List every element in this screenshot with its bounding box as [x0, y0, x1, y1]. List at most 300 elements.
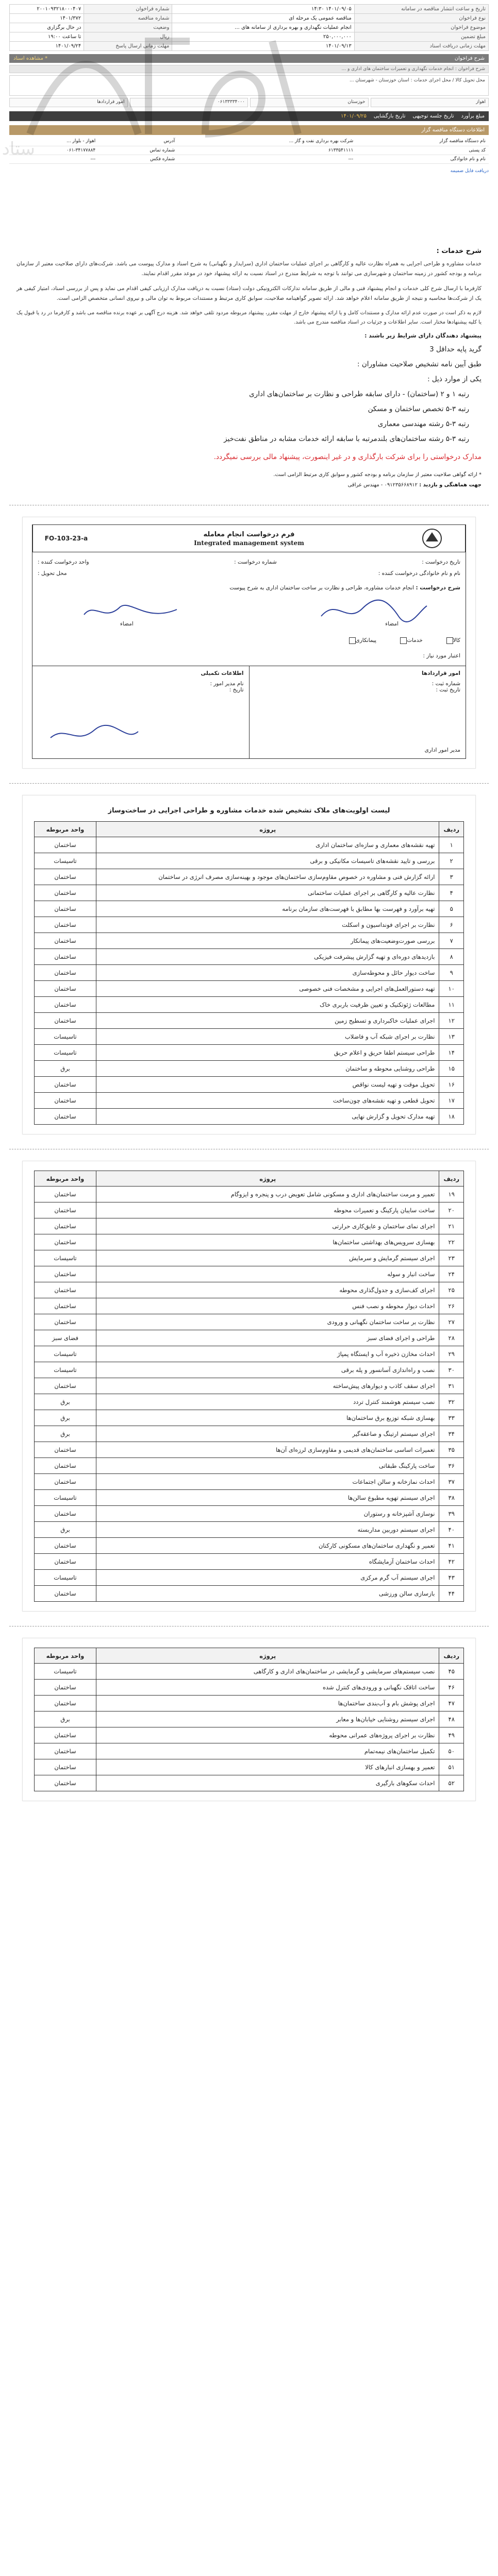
organization-value: اهواز - بلوار ... — [9, 137, 98, 146]
signature-label-1: امضاء — [385, 621, 399, 627]
responsible-unit: فضای سبز — [35, 1330, 96, 1346]
request-row-1 — [38, 556, 460, 568]
request-form-title: فرم درخواست انجام معامله — [203, 530, 295, 538]
responsible-unit: برق — [35, 1410, 96, 1426]
row-number: ۱۹ — [439, 1187, 464, 1202]
responsible-unit: ساختمان — [35, 1458, 96, 1474]
row-number: ۴ — [439, 885, 464, 901]
project-description: اجرای سیستم گرمایش و سرمایش — [96, 1250, 439, 1266]
project-description: نصب سیستم‌های سرمایشی و گرمایشی در ساختمان‌های اداری و کارگاهی — [96, 1664, 439, 1680]
project-description: مطالعات ژئوتکنیک و تعیین ظرفیت باربری خاک — [96, 997, 439, 1013]
form-row — [10, 42, 489, 51]
table-row — [35, 1538, 464, 1554]
signature-3-icon — [48, 722, 141, 748]
table-header-row — [35, 1648, 464, 1664]
table-row — [35, 869, 464, 885]
request-number-label: شماره درخواست : — [234, 559, 277, 565]
responsible-unit: ساختمان — [35, 869, 96, 885]
project-description: تعمیر و مرمت ساختمان‌های اداری و مسکونی شامل تعویض درب و پنجره و ایزوگام — [96, 1187, 439, 1202]
project-description: طراحی سیستم اطفا حریق و اعلام حریق — [96, 1045, 439, 1061]
project-table-2 — [34, 1171, 464, 1602]
responsible-unit: ساختمان — [35, 1187, 96, 1202]
table-row — [35, 1346, 464, 1362]
responsible-unit: ساختمان — [35, 1077, 96, 1093]
form-value[interactable]: تا ساعت ۱۹:۰۰ — [10, 32, 84, 42]
organization-value: شرکت بهره برداری نفت و گاز ... — [178, 137, 356, 146]
table-row — [35, 1394, 464, 1410]
form-value[interactable]: ۱۴۰۱/۳۷۲ — [10, 14, 84, 23]
project-description: تعمیر و بهسازی انبارهای کالا — [96, 1759, 439, 1775]
project-table-3 — [34, 1648, 464, 1791]
form-value[interactable]: ۱۴۰۱/۰۹/۲۴ — [10, 42, 84, 51]
project-description: نظارت بر اجرای فونداسیون و اسکلت — [96, 917, 439, 933]
row-number: ۳۴ — [439, 1426, 464, 1442]
table-row — [35, 1250, 464, 1266]
request-description-text: انجام خدمات مشاوره، طراحی و نظارت بر ساخت ساختمان اداری به شرح پیوست — [229, 585, 414, 591]
table-row — [35, 1759, 464, 1775]
table-row — [35, 981, 464, 997]
qualification-title: پیشنهاد دهندگان دارای شرایط زیر باشند : — [364, 332, 482, 339]
table-row — [35, 1109, 464, 1125]
form-value[interactable]: ۱۴۰۱/۰۹/۱۳ — [172, 42, 354, 51]
row-number: ۴۵ — [439, 1664, 464, 1680]
project-description: اجرای سقف کاذب و دیوارهای پیش‌ساخته — [96, 1378, 439, 1394]
project-description: اجرای نمای ساختمان و عایق‌کاری حرارتی — [96, 1218, 439, 1234]
approval-area — [32, 666, 466, 759]
responsible-unit: ساختمان — [35, 965, 96, 981]
table-row — [35, 1743, 464, 1759]
form-label: مبلغ تضمین — [354, 32, 488, 42]
project-description: احداث دیوار محوطه و نصب فنس — [96, 1298, 439, 1314]
table-row — [35, 1711, 464, 1727]
responsible-unit: تاسیسات — [35, 853, 96, 869]
organization-value: --- — [9, 155, 98, 163]
table-row — [35, 1458, 464, 1474]
responsible-unit: برق — [35, 1711, 96, 1727]
responsible-unit: ساختمان — [35, 1586, 96, 1602]
responsible-unit: ساختمان — [35, 1442, 96, 1458]
column-header: ردیف — [439, 1648, 464, 1664]
form-label: نوع فراخوان — [354, 14, 488, 23]
responsible-unit: تاسیسات — [35, 1362, 96, 1378]
row-number: ۳۹ — [439, 1506, 464, 1522]
project-description: تهیه مدارک تحویل و گزارش نهایی — [96, 1109, 439, 1125]
table-row — [35, 1522, 464, 1538]
form-value[interactable]: ۱۴۰۱/۰۹/۰۵ ۱۴:۳۰ — [172, 5, 354, 14]
table-row — [35, 933, 464, 949]
row-number: ۴۰ — [439, 1522, 464, 1538]
qualification-item: رتبه ۳-۵ تخصص ساختمان و مسکن — [368, 405, 469, 413]
responsible-unit: تاسیسات — [35, 1490, 96, 1506]
organization-label: نام و نام خانوادگی — [356, 155, 489, 163]
responsible-unit: ساختمان — [35, 1378, 96, 1394]
row-number: ۴۹ — [439, 1727, 464, 1743]
responsible-unit: ساختمان — [35, 1696, 96, 1711]
tender-form-section — [2, 0, 489, 242]
table-row — [35, 1775, 464, 1791]
responsible-unit: ساختمان — [35, 1759, 96, 1775]
column-header: واحد مربوطه — [35, 1648, 96, 1664]
form-row — [10, 32, 489, 42]
row-number: ۲۳ — [439, 1250, 464, 1266]
project-description: ساخت سایبان پارکینگ و تعمیرات محوطه — [96, 1202, 439, 1218]
table-row — [35, 1696, 464, 1711]
organization-label: نام دستگاه مناقصه گزار — [356, 137, 489, 146]
row-number: ۳۷ — [439, 1474, 464, 1490]
row-number: ۳۳ — [439, 1410, 464, 1426]
organization-row — [9, 146, 489, 155]
row-number: ۱۲ — [439, 1013, 464, 1029]
row-number: ۳۰ — [439, 1362, 464, 1378]
request-date-label: تاریخ درخواست : — [422, 559, 460, 565]
contracts-approval — [250, 666, 466, 758]
request-form-header — [32, 524, 466, 552]
project-description: اجرای سیستم ارتینگ و صاعقه‌گیر — [96, 1426, 439, 1442]
form-value[interactable]: مناقصه عمومی یک مرحله ای — [172, 14, 354, 23]
type-checkboxes — [38, 635, 460, 646]
description-strip: شرح فراخوان : انجام خدمات نگهداری و تعمیرات ساختمان های اداری و ... — [9, 65, 489, 73]
row-number: ۴۳ — [439, 1570, 464, 1586]
row-number: ۲۸ — [439, 1330, 464, 1346]
dates-bar-item: تاریخ بازگشایی — [373, 113, 406, 119]
row-number: ۹ — [439, 965, 464, 981]
row-number: ۱۱ — [439, 997, 464, 1013]
row-number: ۳۶ — [439, 1458, 464, 1474]
contact-cell: امور قراردادها — [9, 98, 128, 107]
checkbox-icon[interactable] — [446, 637, 453, 644]
table-row — [35, 1029, 464, 1045]
responsible-unit: تاسیسات — [35, 1029, 96, 1045]
table-row — [35, 917, 464, 933]
table-row — [35, 1442, 464, 1458]
responsible-unit: ساختمان — [35, 1202, 96, 1218]
form-label: وضعیت — [84, 23, 172, 32]
row-number: ۱۴ — [439, 1045, 464, 1061]
project-description: تهیه برآورد و فهرست بها مطابق با فهرست‌های سازمان برنامه — [96, 901, 439, 917]
project-description: اجرای عملیات خاکبرداری و تسطیح زمین — [96, 1013, 439, 1029]
table-row — [35, 1202, 464, 1218]
table-row — [35, 1490, 464, 1506]
row-number: ۲۲ — [439, 1234, 464, 1250]
row-number: ۲۴ — [439, 1266, 464, 1282]
table-row — [35, 1330, 464, 1346]
responsible-unit: ساختمان — [35, 1218, 96, 1234]
signature-1-icon — [316, 596, 429, 626]
row-number: ۶ — [439, 917, 464, 933]
row-number: ۲۵ — [439, 1282, 464, 1298]
column-header: واحد مربوطه — [35, 822, 96, 837]
project-description: اجرای سیستم آب گرم مرکزی — [96, 1570, 439, 1586]
request-description-label: شرح درخواست : — [416, 585, 460, 591]
form-label: موضوع فراخوان — [354, 23, 488, 32]
type-option-label: پیمانکاری — [355, 637, 377, 643]
checkbox-icon[interactable] — [400, 637, 407, 644]
project-description: تکمیل ساختمان‌های نیمه‌تمام — [96, 1743, 439, 1759]
row-number: ۳۱ — [439, 1378, 464, 1394]
approval-date-label: تاریخ : — [229, 687, 244, 693]
form-label: ریال — [84, 32, 172, 42]
project-description: اجرای سیستم تهویه مطبوع سالن‌ها — [96, 1490, 439, 1506]
type-option — [397, 635, 423, 646]
qualification-head: یکی از موارد ذیل : — [427, 375, 482, 383]
table-row — [35, 837, 464, 853]
row-number: ۴۱ — [439, 1538, 464, 1554]
project-description: نظارت بر اجرای شبکه آب و فاضلاب — [96, 1029, 439, 1045]
column-header: پروژه — [96, 822, 439, 837]
table-row — [35, 885, 464, 901]
project-description: تهیه دستورالعمل‌های اجرایی و مشخصات فنی خصوصی — [96, 981, 439, 997]
responsible-unit: تاسیسات — [35, 1045, 96, 1061]
type-option-label: کالا — [453, 637, 460, 643]
form-row — [10, 14, 489, 23]
responsible-unit: ساختمان — [35, 997, 96, 1013]
table-row — [35, 1410, 464, 1426]
type-option — [443, 635, 460, 646]
row-number: ۵۲ — [439, 1775, 464, 1791]
project-description: نصب سیستم هوشمند کنترل تردد — [96, 1394, 439, 1410]
type-option-label: خدمات — [407, 637, 423, 643]
row-number: ۳۸ — [439, 1490, 464, 1506]
table-row — [35, 1013, 464, 1029]
description-paragraph-1: خدمات مشاوره و طراحی اجرایی به همراه نظارت عالیه و کارگاهی بر اجرای عملیات ساختمان اداری (سرایدار و نگهبانی) به شرح اسناد و مدارک پیوست می باشد. شرکت‌های دارای صلاحیت معتبر از سازمان برنامه و بودجه کشور در زمینه ساختمان و شهرسازی می توانند با توجه به شرایط مندرج در اسناد نسبت به ارائه پیشنهاد خود در موعد مقرر اقدام نمایند. — [16, 261, 482, 277]
project-description: تعمیرات اساسی ساختمان‌های قدیمی و مقاوم‌سازی لرزه‌ای آن‌ها — [96, 1442, 439, 1458]
column-header: پروژه — [96, 1648, 439, 1664]
form-label: شماره فراخوان — [84, 5, 172, 14]
qualification-list — [16, 387, 482, 447]
row-number: ۲۷ — [439, 1314, 464, 1330]
form-label: تاریخ و ساعت انتشار مناقصه در سامانه — [354, 5, 488, 14]
delivery-location-field[interactable]: محل تحویل کالا / محل اجرای خدمات : استان خوزستان - شهرستان ... — [9, 75, 489, 96]
form-value[interactable]: در حال برگزاری — [10, 23, 84, 32]
download-attachment-link[interactable]: دریافت فایل ضمیمه — [450, 168, 489, 174]
responsible-unit: ساختمان — [35, 1013, 96, 1029]
project-description: تعمیر و نگهداری ساختمان‌های مسکونی کارکنان — [96, 1538, 439, 1554]
budget-label: اعتبار مورد نیاز : — [423, 653, 460, 659]
upload-warning: مدارک درخواستی را برای شرکت بارگذاری و در غیر اینصورت، پیشنهاد مالی بررسی نمیگردد. — [213, 453, 482, 461]
project-description: نظارت بر ساخت ساختمان نگهبانی و ورودی — [96, 1314, 439, 1330]
form-value[interactable]: انجام عملیات نگهداری و بهره برداری از سامانه های ... — [172, 23, 354, 32]
qualification-item: رتبه ۱ و ۲ (ساختمان) - دارای سابقه طراحی و نظارت بر ساختمان‌های اداری — [249, 390, 469, 398]
table-row — [35, 1727, 464, 1743]
responsible-unit: ساختمان — [35, 1775, 96, 1791]
project-description: اجرای کف‌سازی و جدول‌گذاری محوطه — [96, 1282, 439, 1298]
project-description: احداث نمازخانه و سالن اجتماعات — [96, 1474, 439, 1490]
organization-value: --- — [178, 155, 356, 163]
responsible-unit: ساختمان — [35, 981, 96, 997]
description-title: شرح خدمات : — [436, 247, 482, 255]
section-bar — [9, 54, 489, 63]
project-description: نصب و راه‌اندازی آسانسور و پله برقی — [96, 1362, 439, 1378]
table-row — [35, 1474, 464, 1490]
project-description: بررسی صورت‌وضعیت‌های پیمانکار — [96, 933, 439, 949]
row-number: ۵۰ — [439, 1743, 464, 1759]
row-number: ۱۶ — [439, 1077, 464, 1093]
request-form-scan — [22, 517, 476, 769]
dates-bar-item: تاریخ جلسه توجیهی — [412, 113, 454, 119]
row-number: ۳ — [439, 869, 464, 885]
page-divider — [9, 783, 489, 784]
form-row — [10, 23, 489, 32]
project-description: بررسی و تایید نقشه‌های تاسیسات مکانیکی و برقی — [96, 853, 439, 869]
column-header: پروژه — [96, 1171, 439, 1187]
project-description: ساخت اتاقک نگهبانی و ورودی‌های کنترل شده — [96, 1680, 439, 1696]
checkbox-icon[interactable] — [349, 637, 356, 644]
request-fields — [32, 552, 466, 666]
column-header: ردیف — [439, 1171, 464, 1187]
table-row — [35, 1570, 464, 1586]
responsible-unit: برق — [35, 1522, 96, 1538]
table-row — [35, 1554, 464, 1570]
delivery-place-label: محل تحویل : — [38, 570, 67, 577]
organization-header: اطلاعات دستگاه مناقصه گزار — [9, 125, 489, 135]
table-row — [35, 1218, 464, 1234]
table-row — [35, 1298, 464, 1314]
responsible-unit: ساختمان — [35, 1282, 96, 1298]
table-row — [35, 1045, 464, 1061]
contact-cell: اهواز — [371, 98, 489, 107]
row-number: ۴۶ — [439, 1680, 464, 1696]
project-description: احداث ساختمان آزمایشگاه — [96, 1554, 439, 1570]
form-row — [10, 5, 489, 14]
requesting-unit-label: واحد درخواست کننده : — [38, 559, 89, 565]
table-row — [35, 1664, 464, 1680]
project-list-page-2 — [22, 1161, 476, 1612]
project-description: اجرای سیستم دوربین مداربسته — [96, 1522, 439, 1538]
form-label: مهلت زمانی ارسال پاسخ — [84, 42, 172, 51]
project-table-1 — [34, 821, 464, 1125]
row-number: ۷ — [439, 933, 464, 949]
row-number: ۲ — [439, 853, 464, 869]
additional-info-title: اطلاعات تکمیلی — [201, 670, 244, 676]
responsible-unit: ساختمان — [35, 901, 96, 917]
organization-label: آدرس — [98, 137, 178, 146]
table-row — [35, 1426, 464, 1442]
row-number: ۴۷ — [439, 1696, 464, 1711]
footer-note-1: * ارائه گواهی صلاحیت معتبر از سازمان برنامه و بودجه کشور و سوابق کاری مرتبط الزامی است. — [273, 472, 482, 478]
table-row — [35, 997, 464, 1013]
project-description: بهسازی شبکه توزیع برق ساختمان‌ها — [96, 1410, 439, 1426]
dates-bar — [9, 111, 489, 121]
responsible-unit: ساختمان — [35, 1298, 96, 1314]
responsible-unit: برق — [35, 1061, 96, 1077]
request-form-subtitle: Integrated management system — [194, 539, 304, 547]
responsible-unit: ساختمان — [35, 1743, 96, 1759]
project-description: طراحی روشنایی محوطه و ساختمان — [96, 1061, 439, 1077]
table-row — [35, 949, 464, 965]
table-row — [35, 1378, 464, 1394]
tender-info-table — [9, 4, 489, 51]
row-number: ۵۱ — [439, 1759, 464, 1775]
row-number: ۳۵ — [439, 1442, 464, 1458]
table-row — [35, 1586, 464, 1602]
description-section — [9, 242, 489, 490]
row-number: ۱۰ — [439, 981, 464, 997]
responsible-unit: برق — [35, 1394, 96, 1410]
opening-date: ۱۴۰۱/۰۹/۲۵ — [341, 113, 367, 119]
responsible-unit: ساختمان — [35, 1554, 96, 1570]
contracts-title: امور قراردادها — [421, 670, 460, 676]
row-number: ۴۸ — [439, 1711, 464, 1727]
row-number: ۲۰ — [439, 1202, 464, 1218]
table-row — [35, 1282, 464, 1298]
responsible-unit: ساختمان — [35, 949, 96, 965]
row-number: ۲۹ — [439, 1346, 464, 1362]
organization-row — [9, 155, 489, 163]
organization-table — [9, 137, 489, 164]
signature-area — [38, 594, 460, 630]
project-description: تهیه نقشه‌های معماری و سازه‌ای ساختمان اداری — [96, 837, 439, 853]
project-description: احداث سکوهای بارگیری — [96, 1775, 439, 1791]
table-row — [35, 1234, 464, 1250]
company-logo-icon — [399, 525, 466, 552]
row-number: ۲۶ — [439, 1298, 464, 1314]
responsible-unit: ساختمان — [35, 1314, 96, 1330]
table-header-row — [35, 1171, 464, 1187]
table-row — [35, 1680, 464, 1696]
project-description: ساخت پارکینگ طبقاتی — [96, 1458, 439, 1474]
responsible-unit: ساختمان — [35, 1727, 96, 1743]
contact-cell: خوزستان — [250, 98, 369, 107]
project-description: اجرای سیستم روشنایی خیابان‌ها و معابر — [96, 1711, 439, 1727]
contact-label: جهت هماهنگی و بازدید : — [419, 482, 482, 488]
table-row — [35, 1187, 464, 1202]
project-description: نظارت بر اجرای پروژه‌های عمرانی محوطه — [96, 1727, 439, 1743]
row-number: ۴۲ — [439, 1554, 464, 1570]
responsible-unit: ساختمان — [35, 1506, 96, 1522]
qualification-item: رتبه ۳-۵ رشته مهندسی معماری — [377, 420, 469, 428]
table-row — [35, 853, 464, 869]
project-description: بهسازی سرویس‌های بهداشتی ساختمان‌ها — [96, 1234, 439, 1250]
row-number: ۳۲ — [439, 1394, 464, 1410]
project-list-page-1 — [22, 795, 476, 1134]
project-description: نظارت عالیه و کارگاهی بر اجرای عملیات ساختمانی — [96, 885, 439, 901]
row-number: ۱۵ — [439, 1061, 464, 1077]
responsible-unit: ساختمان — [35, 1093, 96, 1109]
organization-label: کد پستی — [356, 146, 489, 155]
requester-name-label: نام و نام خانوادگی درخواست کننده : — [378, 570, 460, 577]
form-label: شماره مناقصه — [84, 14, 172, 23]
row-number: ۱۳ — [439, 1029, 464, 1045]
type-option — [346, 635, 377, 646]
responsible-unit: ساختمان — [35, 1234, 96, 1250]
form-code: FO-103-23-a — [32, 525, 99, 552]
table-row — [35, 1266, 464, 1282]
organization-label: شماره تماس — [98, 146, 178, 155]
form-value[interactable]: ۲۰۰۱۰۹۳۲۱۸۰۰۰۴۰۷ — [10, 5, 84, 14]
project-description: ساخت انبار و سوله — [96, 1266, 439, 1282]
project-description: طراحی و اجرای فضای سبز — [96, 1330, 439, 1346]
project-description: بازسازی سالن ورزشی — [96, 1586, 439, 1602]
description-paragraph-3: لازم به ذکر است در صورت عدم ارائه مدارک و مستندات کامل و یا ارائه پیشنهاد خارج از مهلت مقرر، پیشنهاد مربوطه مردود تلقی خواهد شد. هزینه درج آگهی بر عهده برنده مناقصه می باشد و کارفرما در رد یا قبول یک یا کلیه پیشنهادها مختار است. سایر اطلاعات و جزئیات در اسناد مناقصه مندرج می باشد. — [16, 310, 482, 325]
contact-cell: ۰۶۱۳۳۳۳۴۰۰۰ — [130, 98, 248, 107]
project-description: نوسازی آشپزخانه و رستوران — [96, 1506, 439, 1522]
responsible-unit: ساختمان — [35, 917, 96, 933]
responsible-unit: تاسیسات — [35, 1570, 96, 1586]
responsible-unit: ساختمان — [35, 933, 96, 949]
signature-label-2: امضاء — [120, 621, 134, 627]
view-documents-link[interactable]: * مشاهده اسناد — [13, 56, 48, 61]
project-description: تحویل موقت و تهیه لیست نواقص — [96, 1077, 439, 1093]
responsible-unit: ساختمان — [35, 1680, 96, 1696]
dates-bar-item: مبلغ برآورد — [461, 113, 485, 119]
description-paragraph-2: کارفرما با ارسال شرح کلی خدمات و انجام پیشنهاد فنی و مالی از طریق سامانه تدارکات الکترونیکی دولت (ستاد) نسبت به دریافت مدارک ارزیابی کیفی اقدام می نماید و پس از بررسی اسناد، امتیاز کیفی هر یک از شرکت‌ها محاسبه و نتیجه از طریق سامانه اعلام خواهد شد. ارائه تصویر گواهینامه صلاحیت، سوابق کاری مرتبط و مستندات مربوط به توان مالی و نیروی انسانی متخصص الزامی است. — [16, 285, 482, 301]
responsible-unit: تاسیسات — [35, 1346, 96, 1362]
organization-value: ۰۶۱-۳۴۱۷۷۸۸۴ — [9, 146, 98, 155]
row-number: ۱۸ — [439, 1109, 464, 1125]
form-value[interactable]: ۲۵۰,۰۰۰,۰۰۰ — [172, 32, 354, 42]
responsible-unit: ساختمان — [35, 837, 96, 853]
responsible-unit: ساختمان — [35, 885, 96, 901]
